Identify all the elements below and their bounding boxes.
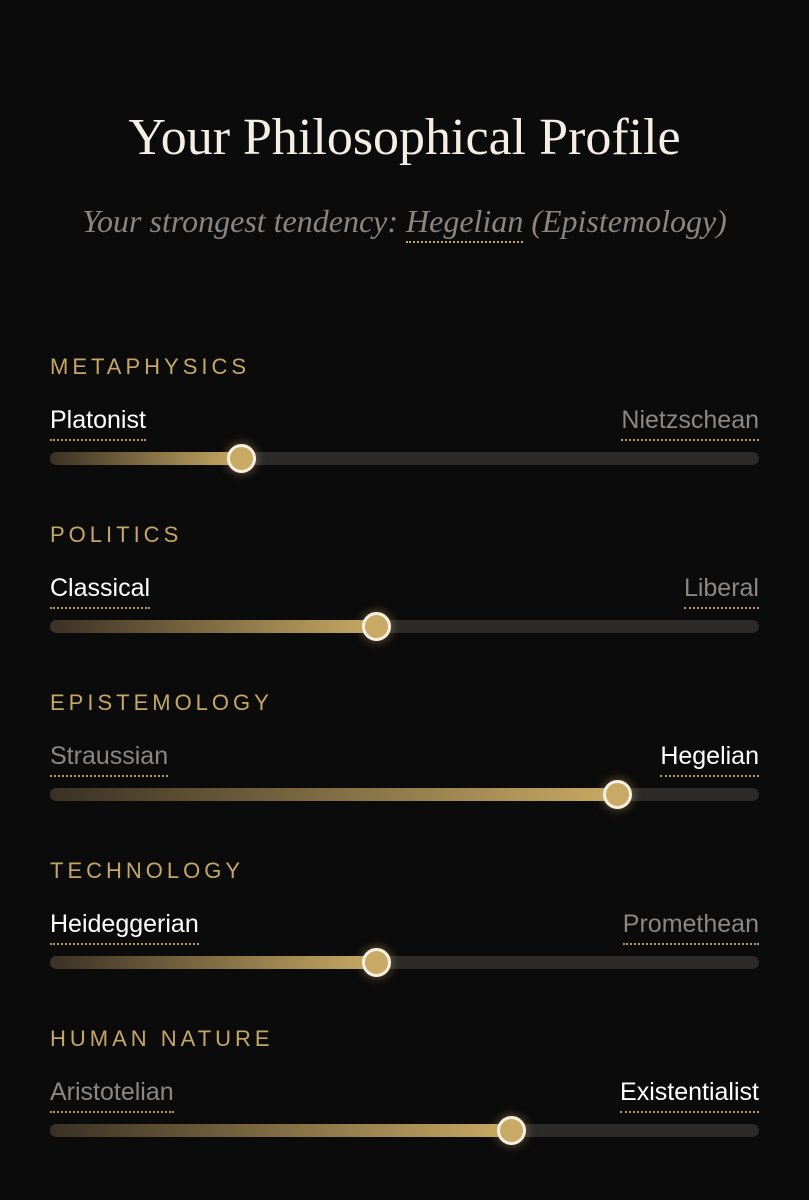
pole-right[interactable]: Liberal bbox=[684, 572, 759, 609]
slider-thumb[interactable] bbox=[603, 780, 632, 809]
slider-thumb[interactable] bbox=[227, 444, 256, 473]
subtitle-prefix: Your strongest tendency: bbox=[82, 203, 407, 239]
pole-right[interactable]: Promethean bbox=[623, 908, 759, 945]
slider-fill bbox=[50, 452, 241, 465]
slider-fill bbox=[50, 620, 376, 633]
slider-track[interactable] bbox=[50, 620, 759, 633]
strongest-tendency-subtitle bbox=[0, 198, 809, 244]
section-label: POLITICS bbox=[50, 522, 183, 547]
pole-left[interactable]: Classical bbox=[50, 572, 150, 609]
section-human-nature bbox=[50, 1026, 759, 1146]
subtitle-suffix: (Epistemology) bbox=[523, 203, 727, 239]
pole-right[interactable]: Existentialist bbox=[620, 1076, 759, 1113]
slider-fill bbox=[50, 788, 617, 801]
section-metaphysics bbox=[50, 354, 759, 474]
section-label: HUMAN NATURE bbox=[50, 1026, 274, 1051]
strongest-tendency-link[interactable]: Hegelian bbox=[406, 203, 523, 243]
pole-left[interactable]: Platonist bbox=[50, 404, 146, 441]
pole-left[interactable]: Straussian bbox=[50, 740, 168, 777]
slider-thumb[interactable] bbox=[497, 1116, 526, 1145]
section-label: METAPHYSICS bbox=[50, 354, 251, 379]
section-epistemology bbox=[50, 690, 759, 810]
slider-track[interactable] bbox=[50, 788, 759, 801]
pole-right[interactable]: Nietzschean bbox=[621, 404, 759, 441]
section-label: EPISTEMOLOGY bbox=[50, 690, 273, 715]
slider-thumb[interactable] bbox=[362, 948, 391, 977]
pole-right[interactable]: Hegelian bbox=[660, 740, 759, 777]
page-title: Your Philosophical Profile bbox=[128, 109, 681, 166]
pole-left[interactable]: Aristotelian bbox=[50, 1076, 174, 1113]
slider-fill bbox=[50, 1124, 511, 1137]
slider-track[interactable] bbox=[50, 452, 759, 465]
pole-left[interactable]: Heideggerian bbox=[50, 908, 199, 945]
section-label: TECHNOLOGY bbox=[50, 858, 245, 883]
section-politics bbox=[50, 522, 759, 642]
slider-thumb[interactable] bbox=[362, 612, 391, 641]
slider-track[interactable] bbox=[50, 1124, 759, 1137]
slider-fill bbox=[50, 956, 376, 969]
slider-track[interactable] bbox=[50, 956, 759, 969]
section-technology bbox=[50, 858, 759, 978]
